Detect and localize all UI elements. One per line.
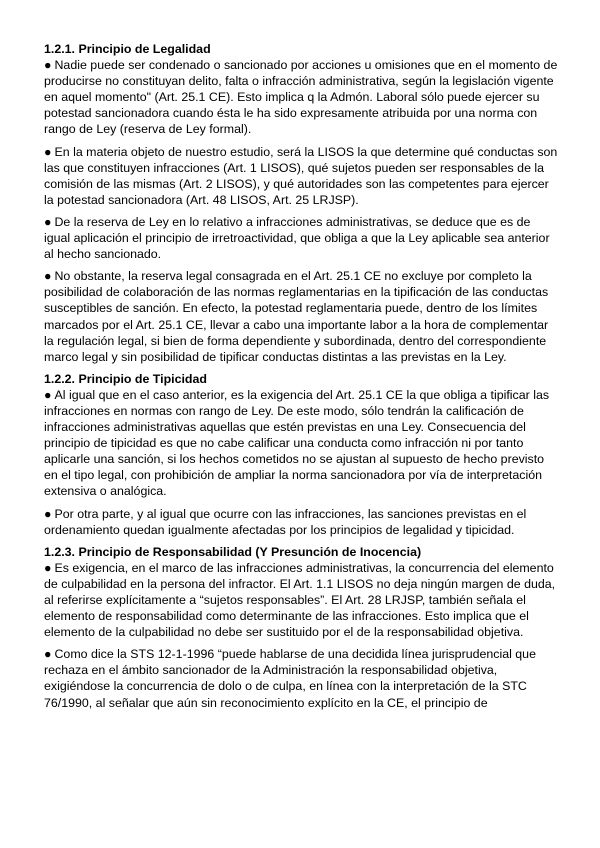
paragraph: [44, 387, 560, 500]
bullet-icon: ●: [44, 506, 52, 521]
paragraph-text: En la materia objeto de nuestro estudio, será la LISOS la que determine qué conductas son las que constituyen infracciones (Art. 1 LISOS), qué sujetos pueden ser responsables de la comisión de las mismas (Art. 2 LISOS), y qué autoridades son las competentes para ejercer la potestad sancionadora (Art. 48 LISOS, Art. 25 LRJSP).: [44, 144, 558, 207]
bullet-icon: ●: [44, 214, 52, 229]
paragraph: [44, 268, 560, 365]
paragraph-text: De la reserva de Ley en lo relativo a infracciones administrativas, se deduce que es de igual aplicación el principio de irretroactividad, que obliga a que la Ley aplicable sea anterior al hecho sancionado.: [44, 214, 550, 262]
paragraph: [44, 144, 560, 208]
paragraph-text: Nadie puede ser condenado o sancionado por acciones u omisiones que en el momento de producirse no constituyan delito, falta o infracción administrativa, según la legislación vigente en aquel momento" (Art. 25.1 CE). Esto implica q la Admón. Laboral sólo puede ejercer su potestad sancionadora cuando ésta le ha sido expresamente atribuida por una norma con rango de Ley (reserva de Ley formal).: [44, 58, 558, 137]
section-responsabilidad: [44, 544, 560, 711]
paragraph-text: No obstante, la reserva legal consagrada en el Art. 25.1 CE no excluye por completo la posibilidad de colaboración de las normas reglamentarias en la tipificación de las conductas susceptibles de sanción. En efecto, la potestad reglamentaria puede, dentro de los límites marcados por el Art. 25.1 CE, llevar a cabo una importante labor a la hora de complementar la regulación legal, si bien de forma dependiente y subordinada, dentro del correspondiente marco legal y sin posibilidad de tipificar conductas distintas a las previstas en la Ley.: [44, 269, 549, 364]
paragraph: [44, 506, 560, 538]
paragraph-text: Es exigencia, en el marco de las infracciones administrativas, la concurrencia del elemento de culpabilidad en la persona del infractor. El Art. 1.1 LISOS no deja ningún margen de duda, al referirse explícitamente a “sujetos responsables”. El Art. 28 LRJSP, también señala el elemento de responsabilidad como determinante de las infracciones. Esto implica que el elemento de la culpabilidad no debe ser sustituido por el de la responsabilidad objetiva.: [44, 560, 556, 640]
paragraph: [44, 57, 560, 137]
section-heading: 1.2.3. Principio de Responsabilidad (Y Presunción de Inocencia): [44, 544, 422, 559]
bullet-icon: ●: [44, 387, 52, 402]
bullet-icon: ●: [44, 560, 52, 575]
bullet-icon: ●: [44, 58, 52, 73]
section-tipicidad: [44, 371, 560, 538]
bullet-icon: ●: [44, 647, 52, 662]
paragraph: [44, 214, 560, 262]
bullet-icon: ●: [44, 269, 52, 284]
paragraph: [44, 646, 560, 710]
paragraph-text: Por otra parte, y al igual que ocurre con las infracciones, las sanciones previstas en el ordenamiento quedan igualmente afectadas por los principios de legalidad y tipicidad.: [44, 506, 527, 537]
paragraph: [44, 560, 560, 640]
section-heading: 1.2.1. Principio de Legalidad: [44, 42, 211, 56]
document-page: [44, 41, 560, 717]
paragraph-text: Al igual que en el caso anterior, es la exigencia del Art. 25.1 CE la que obliga a tipificar las infracciones en normas con rango de Ley. De este modo, sólo tendrán la calificación de infracciones administrativas aquellas que estén previstas en una Ley. Consecuencia del principio de tipicidad es que no cabe calificar una conducta como infracción ni por tanto aplicarle una sanción, si los hechos cometidos no se ajustan al supuesto de hecho previsto en el tipo legal, con prohibición de ampliar la norma sancionadora por vía de interpretación extensiva o analógica.: [44, 387, 550, 499]
section-legalidad: [44, 41, 560, 365]
paragraph-text: Como dice la STS 12-1-1996 “puede hablarse de una decidida línea jurisprudencial que rechaza en el ámbito sancionador de la Administración la responsabilidad objetiva, exigiéndose la concurrencia de dolo o de culpa, en línea con la interpretación de la STC 76/1990, al señalar que aún sin reconocimiento explícito en la CE, el principio de: [44, 647, 536, 710]
bullet-icon: ●: [44, 144, 52, 159]
section-heading: 1.2.2. Principio de Tipicidad: [44, 371, 207, 386]
